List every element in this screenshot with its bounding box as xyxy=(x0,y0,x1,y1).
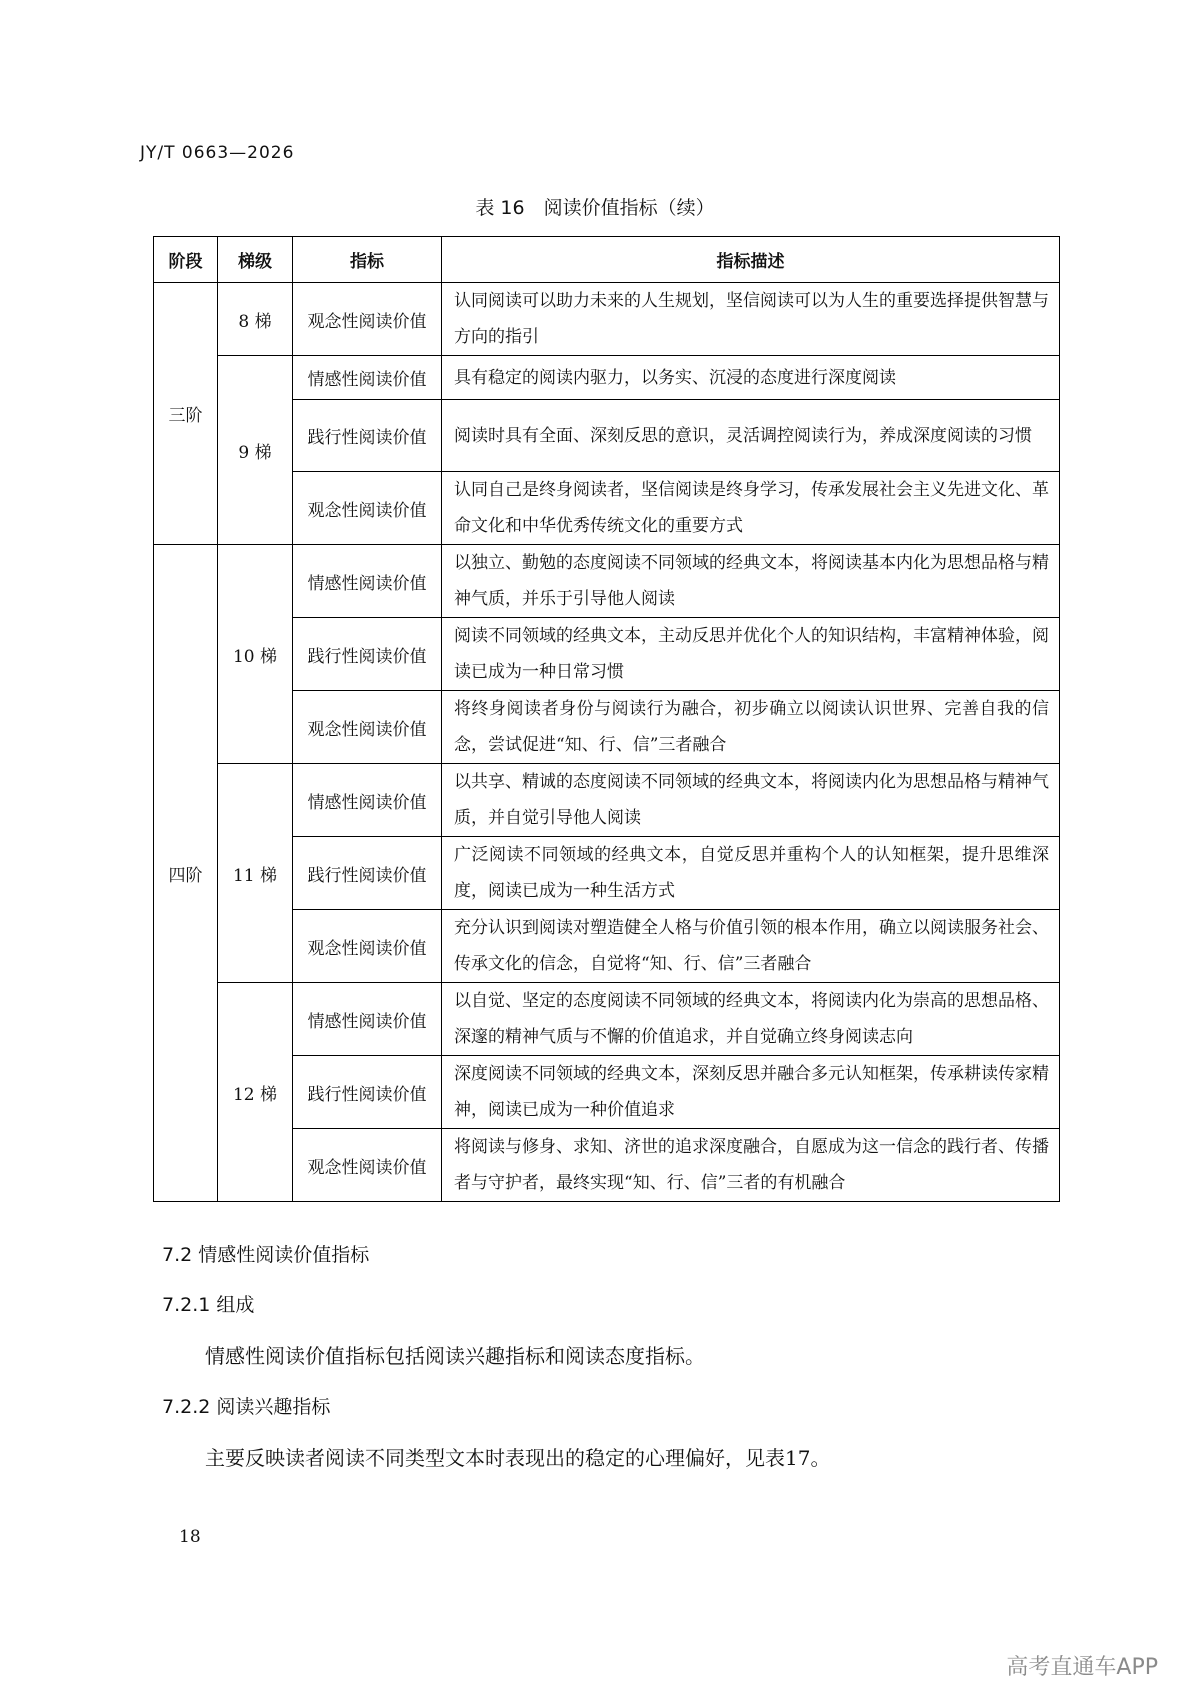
description-cell: 广泛阅读不同领域的经典文本，自觉反思并重构个人的认知框架，提升思维深度，阅读已成为一种生活方式 xyxy=(442,837,1060,910)
table-header-row xyxy=(154,237,1060,283)
indicator-cell: 观念性阅读价值 xyxy=(293,1129,442,1202)
indicator-cell: 观念性阅读价值 xyxy=(293,910,442,983)
header-indicator: 指标 xyxy=(293,237,442,283)
paragraph-composition: 情感性阅读价值指标包括阅读兴趣指标和阅读态度指标。 xyxy=(205,1344,705,1368)
indicator-cell: 践行性阅读价值 xyxy=(293,400,442,472)
description-cell: 将阅读与修身、求知、济世的追求深度融合，自愿成为这一信念的践行者、传播者与守护者，最终实现“知、行、信”三者的有机融合 xyxy=(442,1129,1060,1202)
paragraph-reading-interest: 主要反映读者阅读不同类型文本时表现出的稳定的心理偏好，见表17。 xyxy=(205,1446,831,1470)
table-row xyxy=(154,545,1060,618)
indicator-cell: 观念性阅读价值 xyxy=(293,283,442,356)
indicator-cell: 践行性阅读价值 xyxy=(293,618,442,691)
description-cell: 以共享、精诚的态度阅读不同领域的经典文本，将阅读内化为思想品格与精神气质，并自觉引导他人阅读 xyxy=(442,764,1060,837)
header-description: 指标描述 xyxy=(442,237,1060,283)
stage-cell: 三阶 xyxy=(154,283,218,545)
description-cell: 阅读不同领域的经典文本，主动反思并优化个人的知识结构，丰富精神体验，阅读已成为一种日常习惯 xyxy=(442,618,1060,691)
indicator-cell: 践行性阅读价值 xyxy=(293,1056,442,1129)
level-cell: 11 梯 xyxy=(218,764,293,983)
indicator-cell: 践行性阅读价值 xyxy=(293,837,442,910)
indicator-cell: 情感性阅读价值 xyxy=(293,356,442,400)
indicator-cell: 情感性阅读价值 xyxy=(293,545,442,618)
header-stage: 阶段 xyxy=(154,237,218,283)
section-heading-7-2-2: 7.2.2 阅读兴趣指标 xyxy=(162,1396,331,1418)
indicator-cell: 情感性阅读价值 xyxy=(293,983,442,1056)
document-code: JY/T 0663—2026 xyxy=(140,143,295,163)
table-row xyxy=(154,983,1060,1056)
table-row xyxy=(154,356,1060,400)
indicator-cell: 观念性阅读价值 xyxy=(293,691,442,764)
indicator-cell: 情感性阅读价值 xyxy=(293,764,442,837)
table-title: 表 16 阅读价值指标（续） xyxy=(475,197,715,219)
level-cell: 10 梯 xyxy=(218,545,293,764)
description-cell: 认同自己是终身阅读者，坚信阅读是终身学习，传承发展社会主义先进文化、革命文化和中华优秀传统文化的重要方式 xyxy=(442,472,1060,545)
header-level: 梯级 xyxy=(218,237,293,283)
description-cell: 充分认识到阅读对塑造健全人格与价值引领的根本作用，确立以阅读服务社会、传承文化的信念，自觉将“知、行、信”三者融合 xyxy=(442,910,1060,983)
description-cell: 以自觉、坚定的态度阅读不同领域的经典文本，将阅读内化为崇高的思想品格、深邃的精神气质与不懈的价值追求，并自觉确立终身阅读志向 xyxy=(442,983,1060,1056)
description-cell: 认同阅读可以助力未来的人生规划，坚信阅读可以为人生的重要选择提供智慧与方向的指引 xyxy=(442,283,1060,356)
watermark-text: 高考直通车APP xyxy=(1006,1655,1158,1680)
page-number: 18 xyxy=(179,1527,201,1547)
stage-cell: 四阶 xyxy=(154,545,218,1202)
level-cell: 8 梯 xyxy=(218,283,293,356)
description-cell: 深度阅读不同领域的经典文本，深刻反思并融合多元认知框架，传承耕读传家精神，阅读已成为一种价值追求 xyxy=(442,1056,1060,1129)
reading-value-indicator-table xyxy=(153,236,1060,1202)
section-heading-7-2: 7.2 情感性阅读价值指标 xyxy=(162,1244,370,1266)
indicator-cell: 观念性阅读价值 xyxy=(293,472,442,545)
level-cell: 12 梯 xyxy=(218,983,293,1202)
table-row xyxy=(154,283,1060,356)
section-heading-7-2-1: 7.2.1 组成 xyxy=(162,1294,255,1316)
description-cell: 阅读时具有全面、深刻反思的意识，灵活调控阅读行为，养成深度阅读的习惯 xyxy=(442,400,1060,472)
description-cell: 将终身阅读者身份与阅读行为融合，初步确立以阅读认识世界、完善自我的信念，尝试促进“知、行、信”三者融合 xyxy=(442,691,1060,764)
level-cell: 9 梯 xyxy=(218,356,293,545)
description-cell: 以独立、勤勉的态度阅读不同领域的经典文本，将阅读基本内化为思想品格与精神气质，并乐于引导他人阅读 xyxy=(442,545,1060,618)
table-row xyxy=(154,764,1060,837)
description-cell: 具有稳定的阅读内驱力，以务实、沉浸的态度进行深度阅读 xyxy=(442,356,1060,400)
